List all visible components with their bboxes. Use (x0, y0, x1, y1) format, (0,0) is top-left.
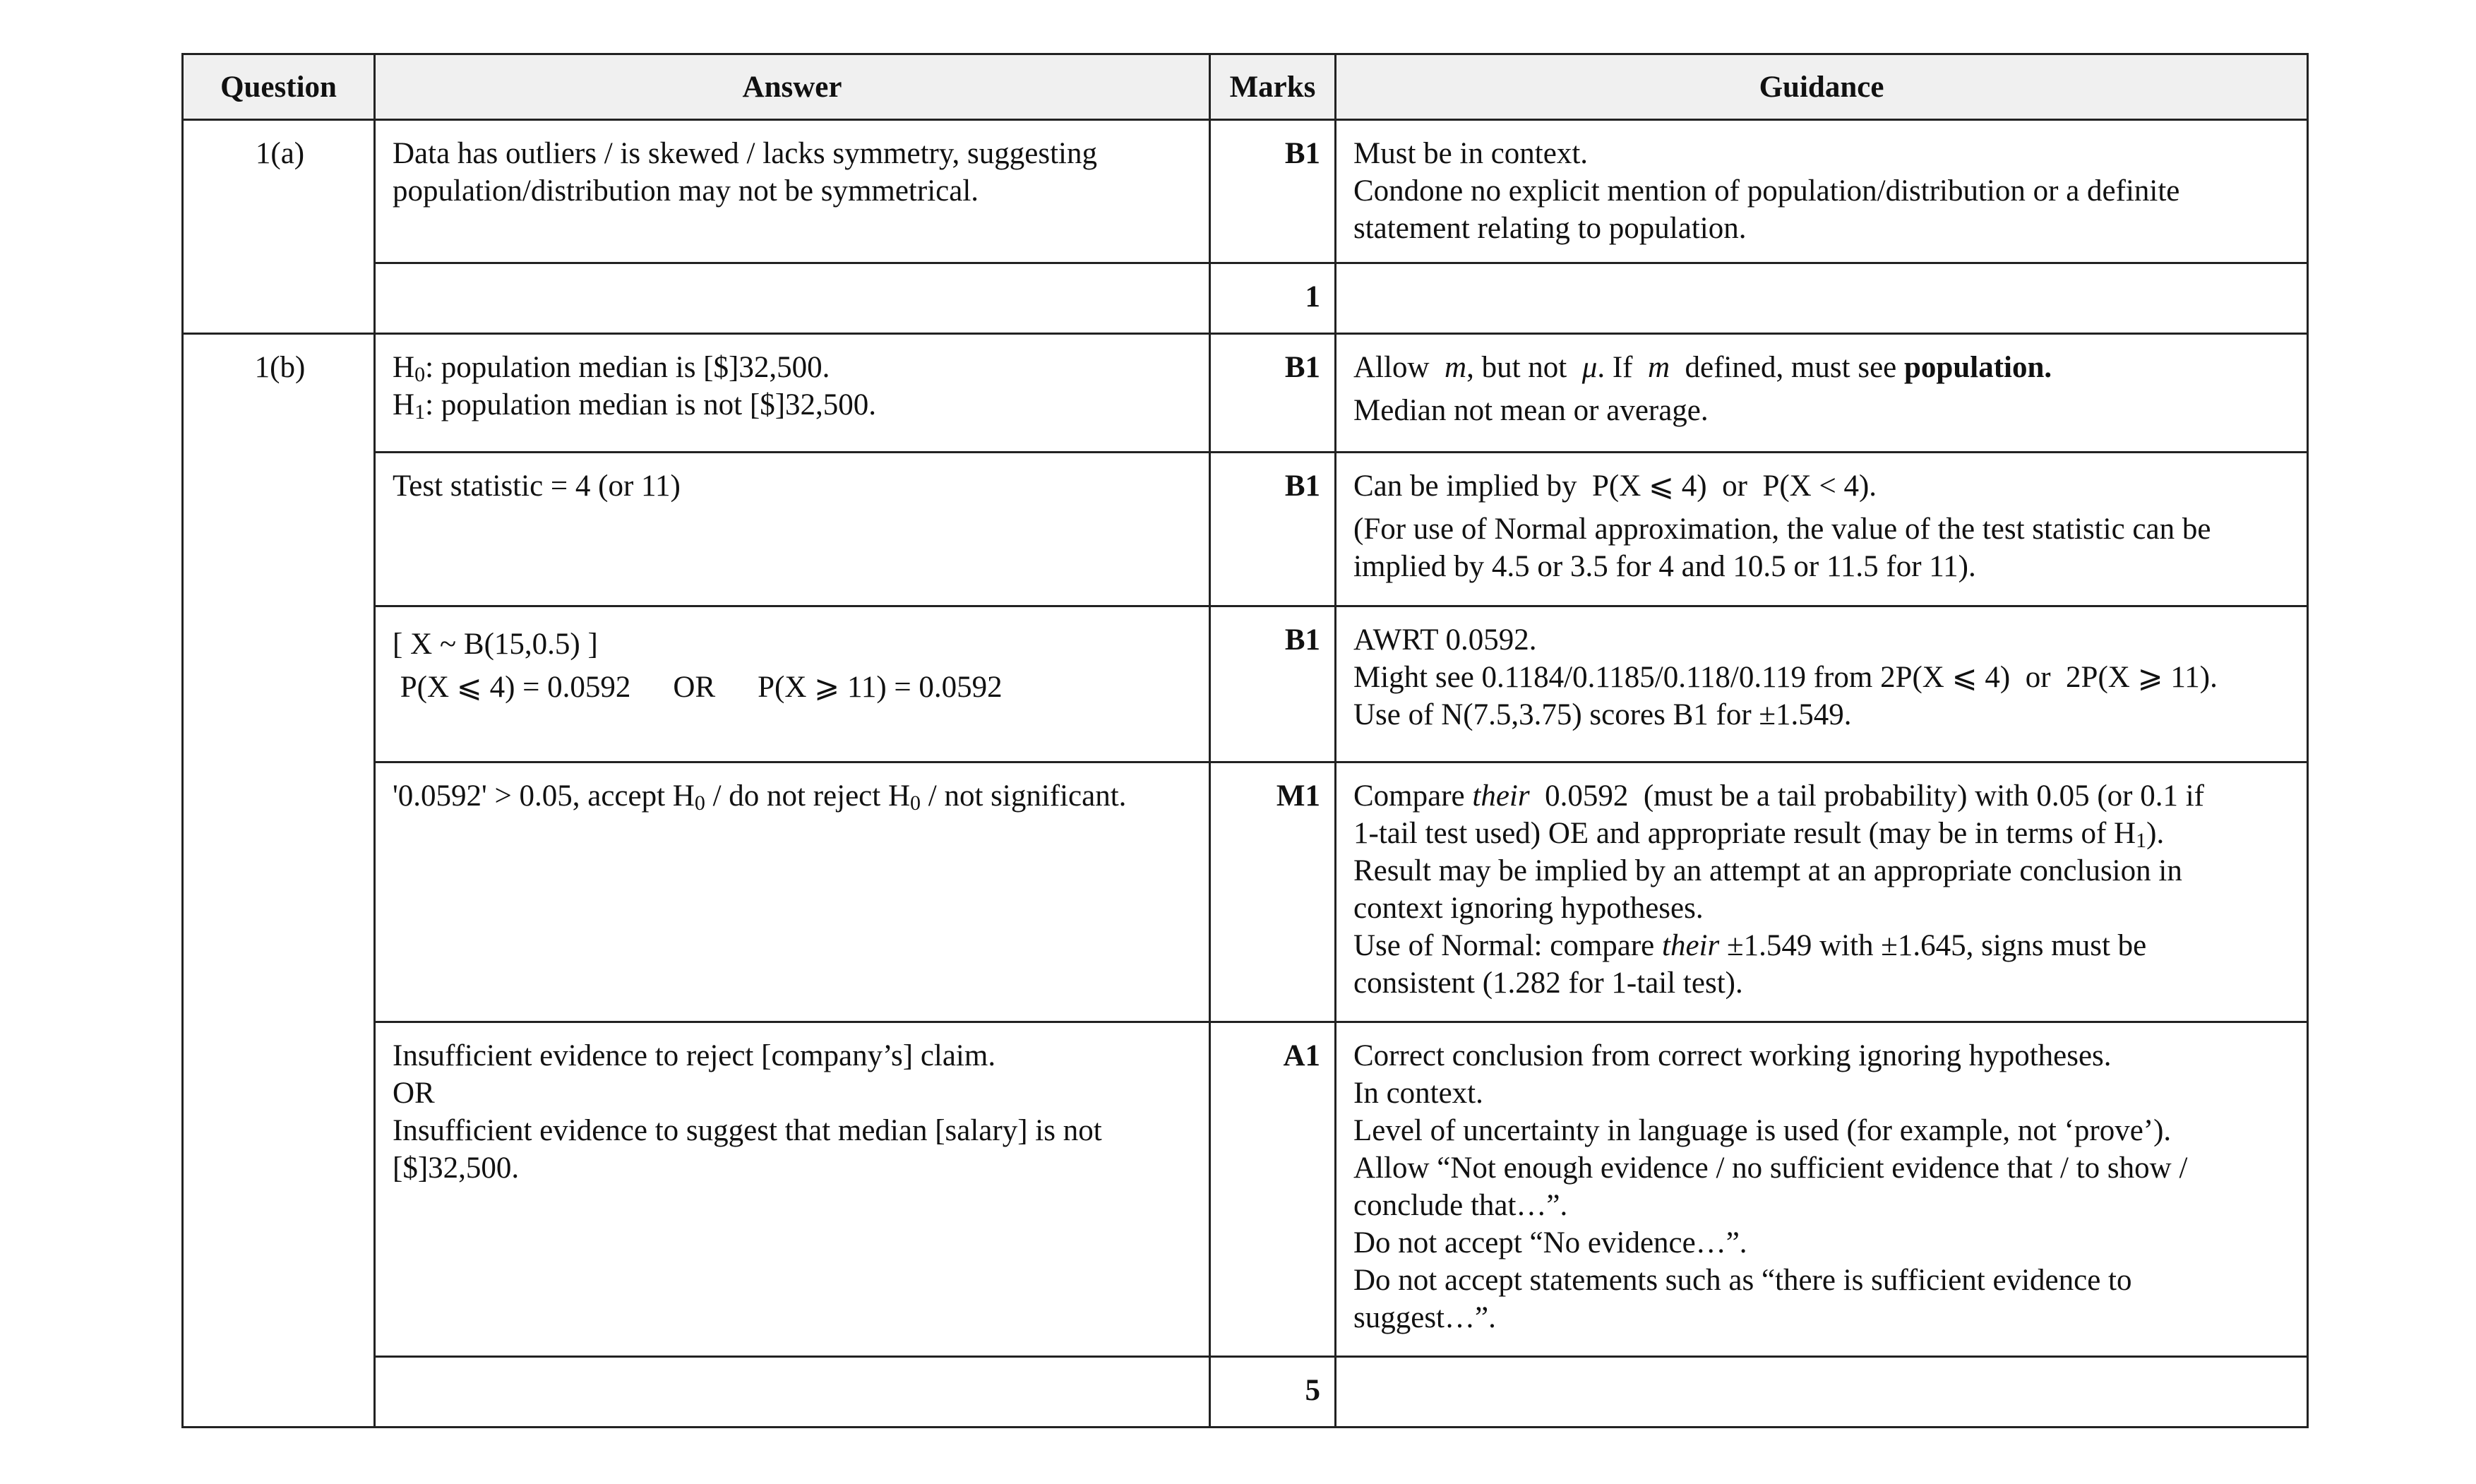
mark-cell: B1 (1210, 453, 1336, 606)
alternative-hypothesis: $H_1$: population median is not [$]32,500. (393, 388, 877, 424)
guidance-cell (1336, 762, 2308, 1022)
guidance-cell (1336, 1357, 2308, 1428)
table-row (183, 453, 2308, 606)
guidance-text: 1-tail test used) OE and appropriate result (may be in terms of $H_1$). (1353, 817, 2165, 852)
probability-expression: P(X ⩽ 4) = 0.0592 OR P(X ⩾ 11) = 0.0592 (400, 671, 1003, 704)
guidance-text: Use of Normal: compare their ±1.549 with ±1.645, signs must be (1353, 929, 2147, 962)
total-row (183, 1357, 2308, 1428)
guidance-text: Do not accept statements such as “there is sufficient evidence to (1353, 1264, 2132, 1297)
guidance-text: Must be in context. (1353, 137, 1589, 170)
guidance-text: In context. (1353, 1077, 1483, 1110)
answer-text: Insufficient evidence to reject [company’s] claim. (393, 1039, 996, 1072)
answer-cell: Test statistic = 4 (or 11) (375, 453, 1210, 606)
answer-cell (375, 263, 1210, 334)
answer-text: population/distribution may not be symmetrical. (393, 174, 979, 208)
mark-scheme-table (181, 53, 2309, 1428)
guidance-text: consistent (1.282 for 1-tail test). (1353, 967, 1743, 1000)
mark-cell: A1 (1210, 1022, 1336, 1357)
mark-cell: B1 (1210, 334, 1336, 453)
guidance-text: Correct conclusion from correct working ignoring hypotheses. (1353, 1039, 2112, 1072)
answer-cell (375, 606, 1210, 762)
table-row (183, 606, 2308, 762)
mark-scheme-page (181, 53, 2307, 1428)
guidance-text: Do not accept “No evidence…”. (1353, 1226, 1747, 1259)
null-hypothesis: $H_0$: population median is [$]32,500. (393, 351, 830, 386)
guidance-text: Compare their 0.0592 (must be a tail probability) with 0.05 (or 0.1 if (1353, 779, 2204, 813)
total-mark: 5 (1210, 1357, 1336, 1428)
table-row (183, 334, 2308, 453)
guidance-text: AWRT 0.0592. (1353, 623, 1537, 657)
guidance-cell (1336, 606, 2308, 762)
guidance-cell (1336, 334, 2308, 453)
mark-cell: M1 (1210, 762, 1336, 1022)
guidance-text: Might see 0.1184/0.1185/0.118/0.119 from 2P(X ⩽ 4) or 2P(X ⩾ 11). (1353, 661, 2218, 694)
question-header: Question (183, 54, 375, 120)
answer-header: Answer (375, 54, 1210, 120)
guidance-text: Allow m, but not μ. If m defined, must see population. (1353, 351, 2052, 384)
guidance-text: (For use of Normal approximation, the value of the test statistic can be (1353, 513, 2211, 546)
header-row (183, 54, 2308, 120)
guidance-text: Median not mean or average. (1353, 394, 1709, 427)
guidance-cell (1336, 1022, 2308, 1357)
guidance-text: suggest…”. (1353, 1301, 1496, 1334)
table-row (183, 120, 2308, 263)
table-row (183, 1022, 2308, 1357)
distribution-expression: [ X ~ B(15,0.5) ] (393, 628, 598, 661)
guidance-text: statement relating to population. (1353, 212, 1747, 245)
guidance-cell (1336, 453, 2308, 606)
total-row (183, 263, 2308, 334)
guidance-text: Result may be implied by an attempt at an appropriate conclusion in (1353, 854, 2182, 887)
guidance-text: Level of uncertainty in language is used (for example, not ‘prove’). (1353, 1114, 2172, 1147)
guidance-text: Can be implied by P(X ⩽ 4) or P(X < 4). (1353, 469, 1877, 503)
question-label-1b: 1(b) (183, 334, 375, 1428)
guidance-cell (1336, 263, 2308, 334)
answer-cell (375, 1357, 1210, 1428)
answer-text: Data has outliers / is skewed / lacks symmetry, suggesting (393, 137, 1097, 170)
answer-cell (375, 1022, 1210, 1357)
answer-cell (375, 762, 1210, 1022)
total-mark: 1 (1210, 263, 1336, 334)
answer-text: Insufficient evidence to suggest that median [salary] is not (393, 1114, 1102, 1147)
guidance-text: Condone no explicit mention of population/distribution or a definite (1353, 174, 2180, 208)
answer-text: OR (393, 1077, 435, 1110)
answer-cell (375, 334, 1210, 453)
marks-header: Marks (1210, 54, 1336, 120)
guidance-cell (1336, 120, 2308, 263)
guidance-text: Use of N(7.5,3.75) scores B1 for ±1.549. (1353, 698, 1852, 731)
mark-cell: B1 (1210, 606, 1336, 762)
guidance-header: Guidance (1336, 54, 2308, 120)
answer-text: [$]32,500. (393, 1151, 520, 1185)
table-row (183, 762, 2308, 1022)
mark-cell: B1 (1210, 120, 1336, 263)
answer-text: '0.0592' > 0.05, accept $H_0$ / do not reject $H_0$ / not significant. (393, 779, 1127, 815)
guidance-text: context ignoring hypotheses. (1353, 892, 1704, 925)
guidance-text: Allow “Not enough evidence / no sufficient evidence that / to show / (1353, 1151, 2188, 1185)
guidance-text: implied by 4.5 or 3.5 for 4 and 10.5 or 11.5 for 11). (1353, 550, 1976, 583)
answer-cell (375, 120, 1210, 263)
question-label-1a: 1(a) (183, 120, 375, 334)
guidance-text: conclude that…”. (1353, 1189, 1568, 1222)
